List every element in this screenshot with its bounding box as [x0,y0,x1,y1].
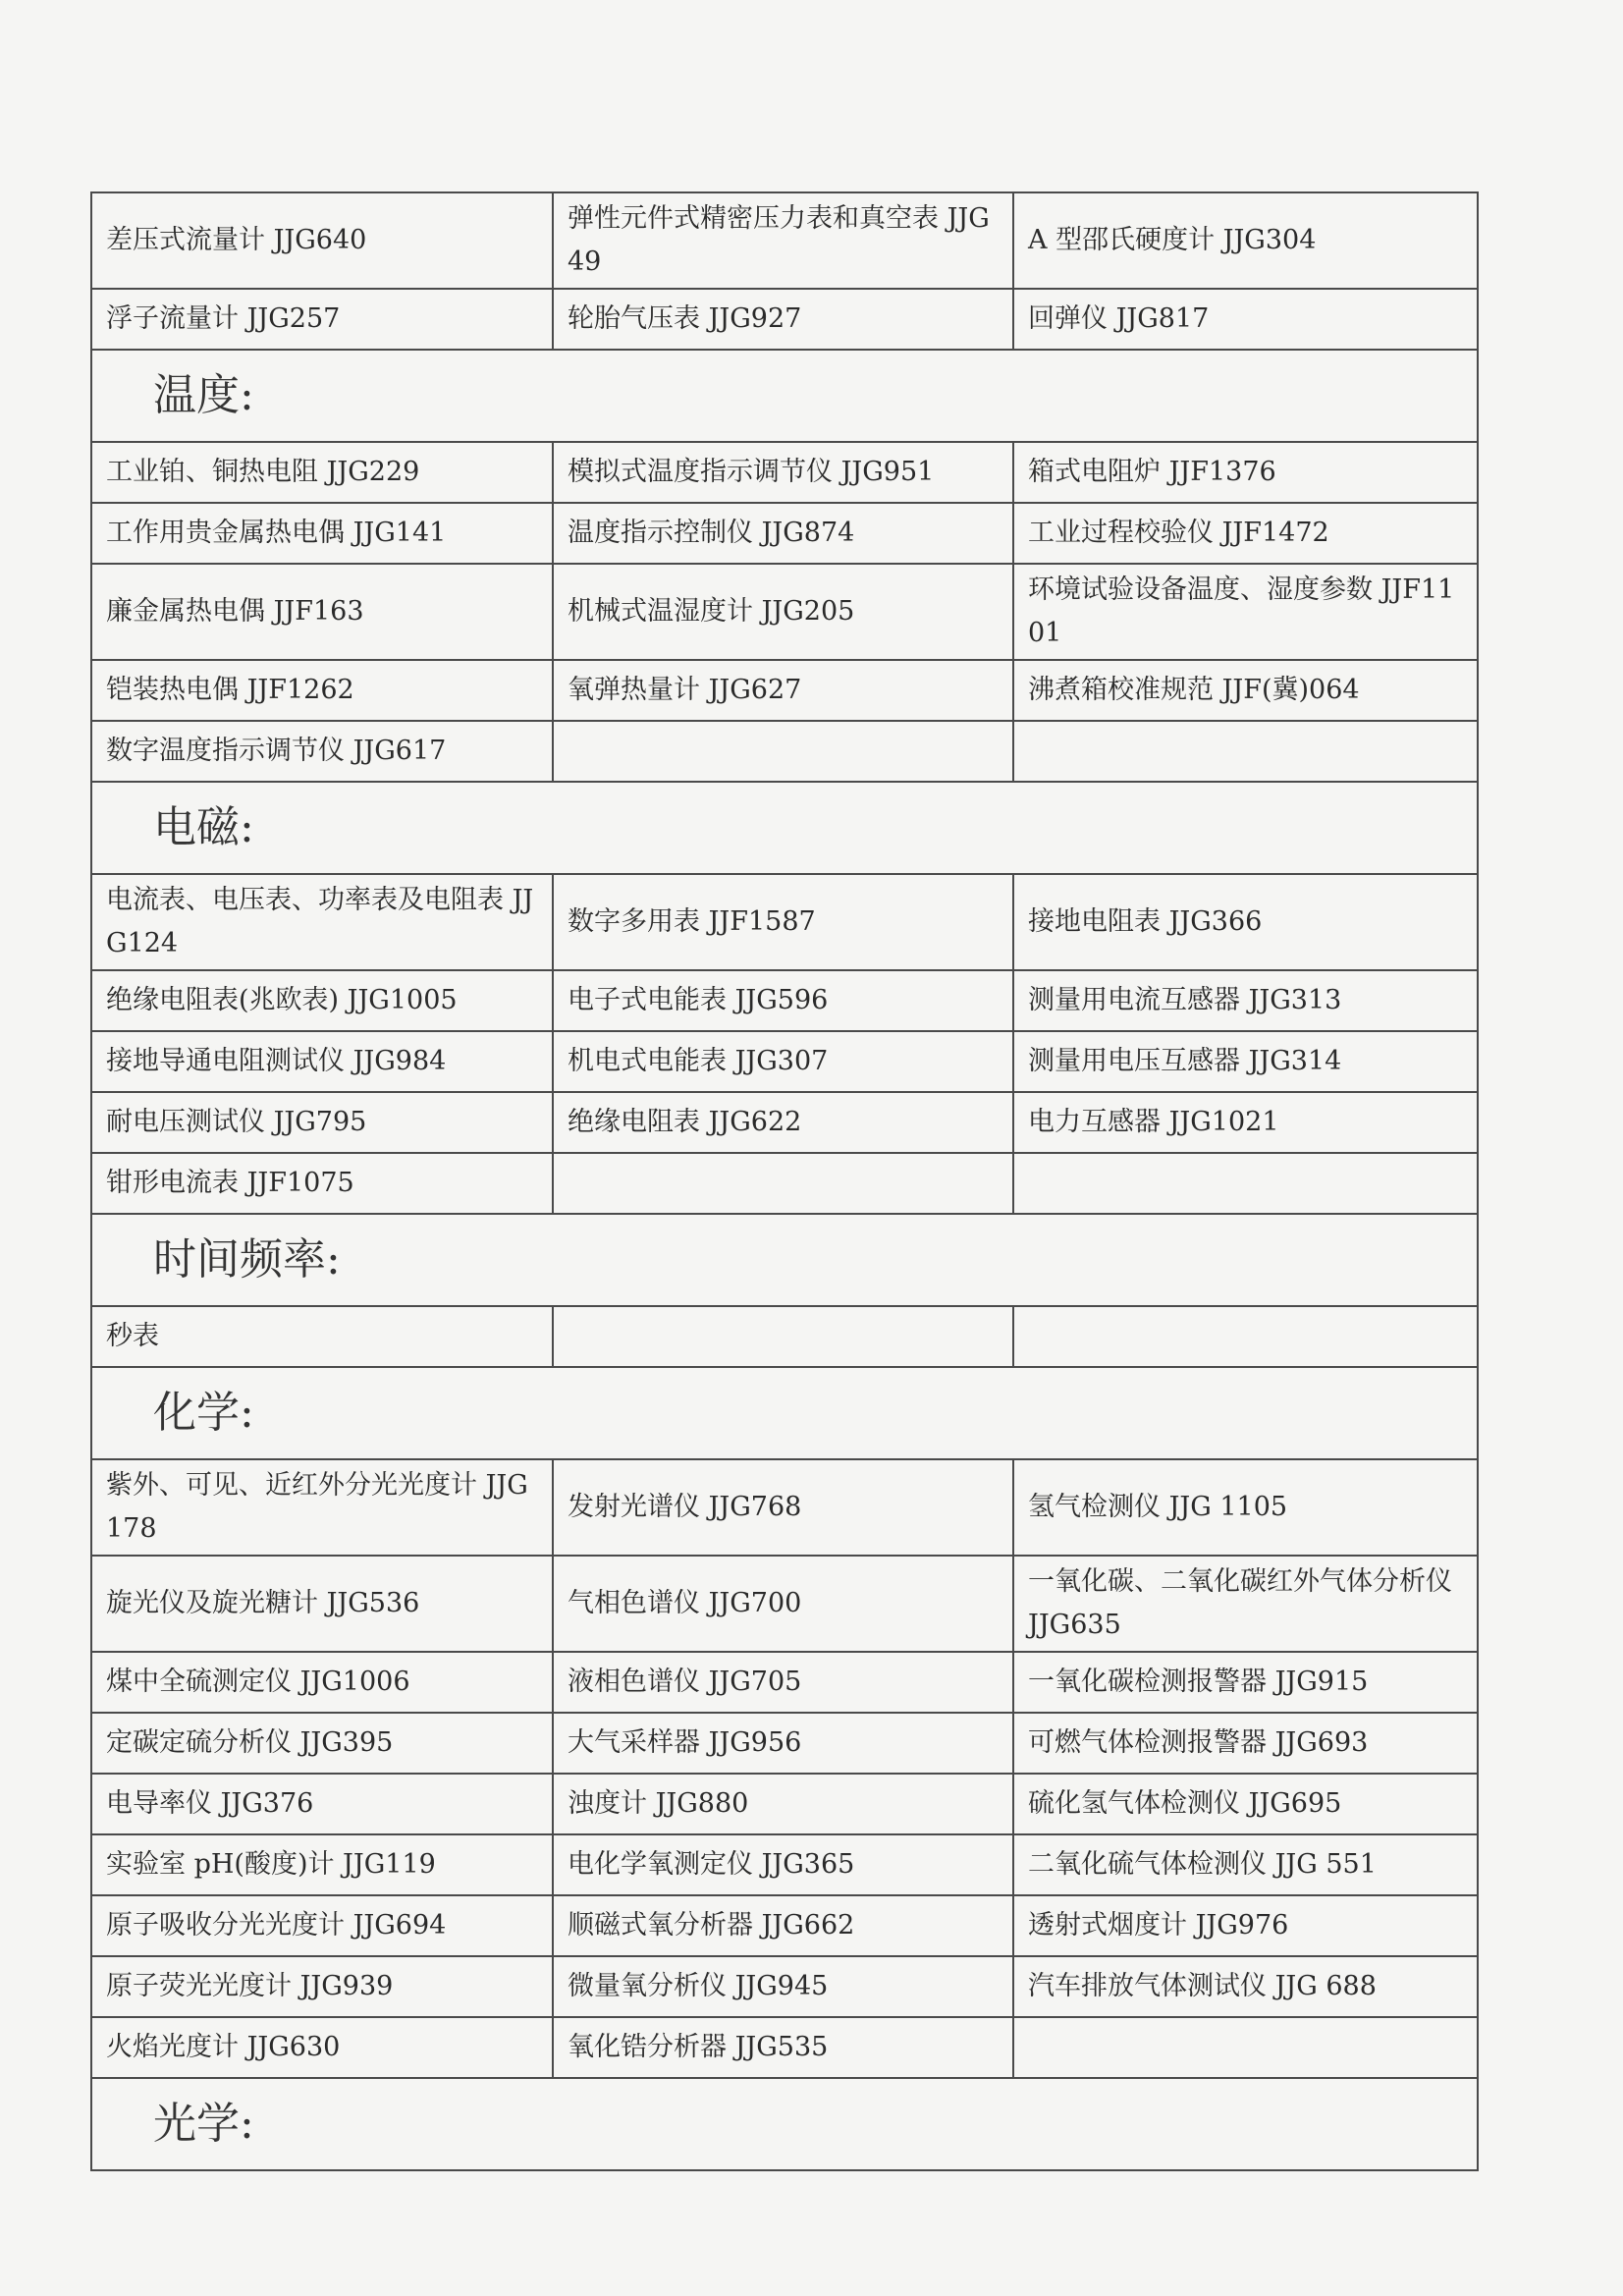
table-cell: 发射光谱仪 JJG768 [553,1459,1013,1556]
table-cell [1013,1153,1478,1214]
table-row [91,1774,1478,1834]
table-cell: 工作用贵金属热电偶 JJG141 [91,503,553,564]
table-cell: 测量用电流互感器 JJG313 [1013,970,1478,1031]
table-cell: 电流表、电压表、功率表及电阻表 JJG124 [91,874,553,970]
table-row [91,1556,1478,1652]
table-cell: 环境试验设备温度、湿度参数 JJF1101 [1013,564,1478,660]
table-cell: 氢气检测仪 JJG 1105 [1013,1459,1478,1556]
table-cell: 弹性元件式精密压力表和真空表 JJG 49 [553,192,1013,289]
table-cell: 数字多用表 JJF1587 [553,874,1013,970]
table-cell: 定碳定硫分析仪 JJG395 [91,1713,553,1774]
table-row [91,1834,1478,1895]
table-cell: 大气采样器 JJG956 [553,1713,1013,1774]
table-row [91,874,1478,970]
table-cell: 轮胎气压表 JJG927 [553,289,1013,350]
table-cell: 液相色谱仪 JJG705 [553,1652,1013,1713]
table-row [91,1092,1478,1153]
table-cell: 紫外、可见、近红外分光光度计 JJG178 [91,1459,553,1556]
table-cell: 模拟式温度指示调节仪 JJG951 [553,442,1013,503]
table-cell: 铠装热电偶 JJF1262 [91,660,553,721]
table-cell: 煤中全硫测定仪 JJG1006 [91,1652,553,1713]
table-cell: 机械式温湿度计 JJG205 [553,564,1013,660]
table-cell: 机电式电能表 JJG307 [553,1031,1013,1092]
table-cell: 一氧化碳检测报警器 JJG915 [1013,1652,1478,1713]
table-cell: 旋光仪及旋光糖计 JJG536 [91,1556,553,1652]
table-cell [1013,721,1478,782]
table-cell: 绝缘电阻表(兆欧表) JJG1005 [91,970,553,1031]
section-title-chemistry: 化学: [91,1367,1478,1459]
table-row [91,721,1478,782]
catalog-body [91,192,1478,2170]
table-row [91,1652,1478,1713]
table-cell: 温度指示控制仪 JJG874 [553,503,1013,564]
table-cell: 浮子流量计 JJG257 [91,289,553,350]
table-cell: 硫化氢气体检测仪 JJG695 [1013,1774,1478,1834]
table-cell [553,721,1013,782]
section-heading-row [91,2078,1478,2170]
table-cell: 气相色谱仪 JJG700 [553,1556,1013,1652]
instrument-catalog-table [90,191,1479,2171]
table-row [91,1713,1478,1774]
table-row [91,660,1478,721]
table-cell: A 型邵氏硬度计 JJG304 [1013,192,1478,289]
table-cell: 接地导通电阻测试仪 JJG984 [91,1031,553,1092]
table-cell: 火焰光度计 JJG630 [91,2017,553,2078]
table-cell: 汽车排放气体测试仪 JJG 688 [1013,1956,1478,2017]
table-cell: 顺磁式氧分析器 JJG662 [553,1895,1013,1956]
table-cell [1013,2017,1478,2078]
table-row [91,503,1478,564]
section-heading-row [91,1367,1478,1459]
table-row [91,2017,1478,2078]
section-title-optics: 光学: [91,2078,1478,2170]
table-cell: 钳形电流表 JJF1075 [91,1153,553,1214]
table-row [91,1031,1478,1092]
table-cell: 实验室 pH(酸度)计 JJG119 [91,1834,553,1895]
table-cell: 绝缘电阻表 JJG622 [553,1092,1013,1153]
table-row [91,289,1478,350]
table-row [91,564,1478,660]
table-cell: 工业过程校验仪 JJF1472 [1013,503,1478,564]
section-title-time-frequency: 时间频率: [91,1214,1478,1306]
table-cell: 数字温度指示调节仪 JJG617 [91,721,553,782]
table-cell: 工业铂、铜热电阻 JJG229 [91,442,553,503]
table-cell: 耐电压测试仪 JJG795 [91,1092,553,1153]
table-cell: 二氧化硫气体检测仪 JJG 551 [1013,1834,1478,1895]
section-heading-row [91,350,1478,442]
table-cell: 原子吸收分光光度计 JJG694 [91,1895,553,1956]
table-cell: 电导率仪 JJG376 [91,1774,553,1834]
table-row [91,1956,1478,2017]
table-cell: 一氧化碳、二氧化碳红外气体分析仪 JJG635 [1013,1556,1478,1652]
table-cell: 电化学氧测定仪 JJG365 [553,1834,1013,1895]
table-row [91,1153,1478,1214]
table-row [91,1895,1478,1956]
section-title-temperature: 温度: [91,350,1478,442]
table-cell: 差压式流量计 JJG640 [91,192,553,289]
table-cell [553,1153,1013,1214]
table-cell [553,1306,1013,1367]
section-heading-row [91,782,1478,874]
table-cell: 氧化锆分析器 JJG535 [553,2017,1013,2078]
table-cell: 廉金属热电偶 JJF163 [91,564,553,660]
table-cell: 电子式电能表 JJG596 [553,970,1013,1031]
table-cell: 沸煮箱校准规范 JJF(冀)064 [1013,660,1478,721]
table-cell: 浊度计 JJG880 [553,1774,1013,1834]
table-cell: 可燃气体检测报警器 JJG693 [1013,1713,1478,1774]
table-cell: 原子荧光光度计 JJG939 [91,1956,553,2017]
section-heading-row [91,1214,1478,1306]
table-row [91,1306,1478,1367]
table-cell: 电力互感器 JJG1021 [1013,1092,1478,1153]
table-row [91,1459,1478,1556]
table-cell: 透射式烟度计 JJG976 [1013,1895,1478,1956]
table-cell: 秒表 [91,1306,553,1367]
table-row [91,442,1478,503]
table-cell [1013,1306,1478,1367]
table-row [91,192,1478,289]
section-title-electromagnetic: 电磁: [91,782,1478,874]
table-cell: 回弹仪 JJG817 [1013,289,1478,350]
table-cell: 微量氧分析仪 JJG945 [553,1956,1013,2017]
table-cell: 测量用电压互感器 JJG314 [1013,1031,1478,1092]
table-cell: 接地电阻表 JJG366 [1013,874,1478,970]
table-cell: 氧弹热量计 JJG627 [553,660,1013,721]
table-cell: 箱式电阻炉 JJF1376 [1013,442,1478,503]
table-row [91,970,1478,1031]
